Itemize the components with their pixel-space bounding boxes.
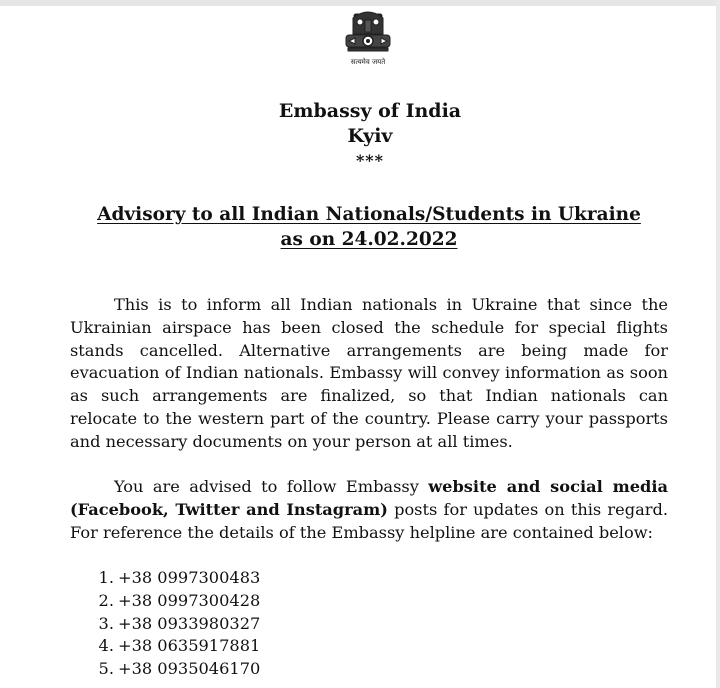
helpline-phone: +38 0933980327 [118,613,261,633]
paragraph-follow-updates [70,476,668,544]
list-number: 3. [98,613,114,633]
list-item [92,590,260,613]
embassy-name: Embassy of India [278,100,462,122]
list-number: 1. [98,568,114,587]
advisory-date: as on 24.02.2022 [280,229,458,250]
paragraph-2-tail: posts for updates on this regard. For reference the details of the Embassy helpline are contained below: [70,499,668,542]
paragraph-2-lead: You are advised to follow Embassy [114,477,429,496]
list-number: 2. [98,590,114,610]
list-item [92,658,260,681]
list-item [92,635,260,658]
list-item [92,613,260,636]
emblem-motto: सत्यमेव जयते [350,58,386,66]
helpline-phone: +38 0997300483 [118,568,261,587]
helpline-phone: +38 0997300428 [118,590,261,610]
paragraph-2-emphasis: website and social media (Facebook, Twitter and Instagram) [70,477,669,519]
helpline-phone: +38 0635917881 [118,636,261,656]
paragraph-1-text: This is to inform all Indian nationals in Ukraine that since the Ukrainian airspace has been closed the schedule for special flights stands cancelled. Alternative arrangements are being made for evacuation of Indian nationals. Embassy will convey information as soon as such arrangements are finalized, so that Indian nationals can relocate to the western part of the country. Please carry your passports and necessary documents on your person at all times. [70,295,668,451]
embassy-city: Kyiv [347,125,393,147]
header-separator: *** [355,151,385,170]
list-item [92,567,260,590]
helpline-phone: +38 0935046170 [118,659,261,679]
page-edge-top [0,0,720,6]
list-number: 5. [98,659,114,679]
list-number: 4. [98,636,114,656]
helpline-list [92,567,260,681]
advisory-title: Advisory to all Indian Nationals/Students in Ukraine [97,204,641,225]
paragraph-airspace-notice [70,294,668,454]
